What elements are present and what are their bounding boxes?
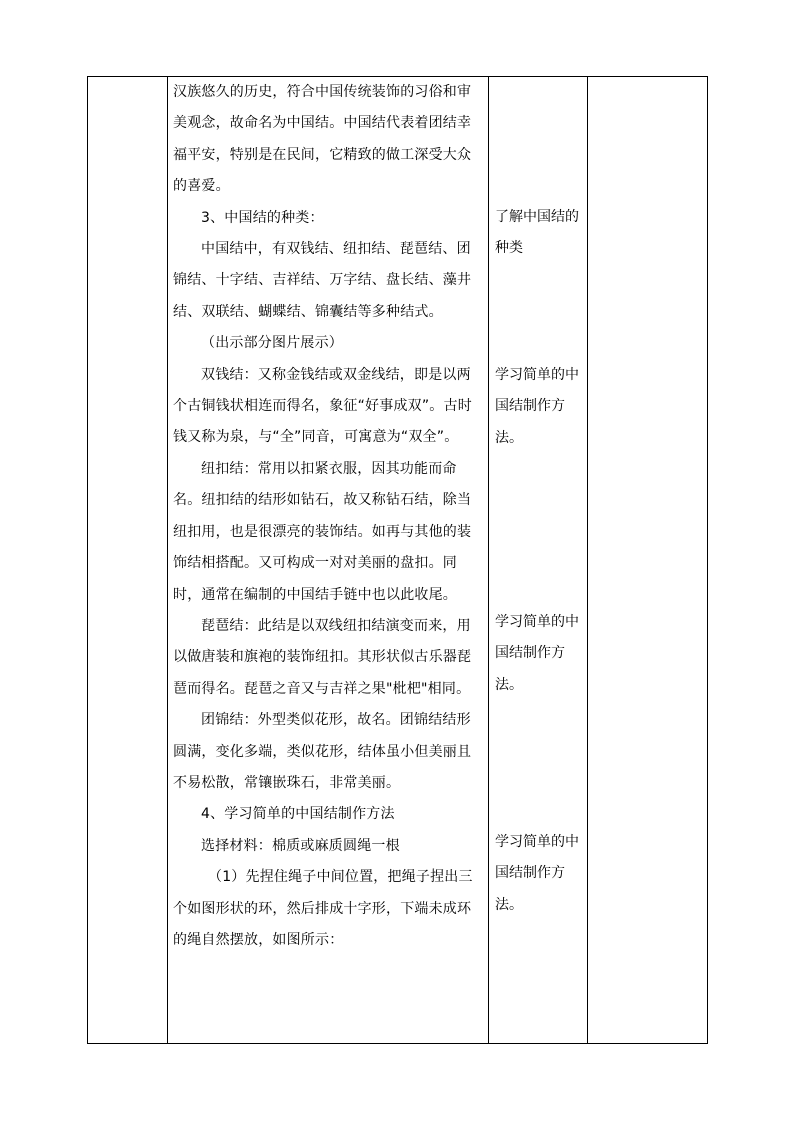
design-purpose [489, 77, 587, 1043]
purpose-note: 了解中国结的种类 [495, 209, 579, 257]
content-paragraph: 中国结中，有双钱结、纽扣结、琵琶结、团锦结、十字结、吉祥结、万字结、盘长结、藻井结、双联结、蝴蝶结、锦囊结等多种结式。 [173, 241, 472, 320]
lesson-plan-table [87, 76, 708, 1044]
teaching-content [168, 77, 488, 956]
content-paragraph: 双钱结：又称金钱结或双金线结，即是以两个古铜钱状相连而得名，象征“好事成双”。古时钱又称为泉，与“全”同音，可寓意为“双全”。 [173, 366, 472, 446]
content-paragraph: （1）先捏住绳子中间位置，把绳子捏出三个如图形状的环，然后排成十字形，下端未成环的绳自然摆放，如图所示： [173, 869, 473, 948]
design-purpose-cell [489, 77, 588, 1044]
content-paragraph: 选择材料：棉质或麻质圆绳一根 [201, 837, 400, 854]
blank-column-cell [588, 77, 708, 1044]
purpose-note: 学习简单的中国结制作方法。 [495, 614, 579, 693]
section-heading-method: 4、学习简单的中国结制作方法 [201, 806, 395, 823]
table-row [88, 77, 708, 1044]
section-heading-types: 3、中国结的种类： [201, 209, 324, 226]
content-paragraph: 汉族悠久的历史，符合中国传统装饰的习俗和审美观念，故命名为中国结。中国结代表着团结幸福平安，特别是在民间，它精致的做工深受大众的喜爱。 [173, 84, 472, 195]
content-paragraph: 琵琶结：此结是以双线纽扣结演变而来，用以做唐装和旗袍的装饰纽扣。其形状似古乐器琵琶而得名。琵琶之音又与吉祥之果"枇杷"相同。 [173, 617, 472, 697]
teaching-content-cell [168, 77, 489, 1044]
blank-column-cell [88, 77, 168, 1044]
content-paragraph: 团锦结：外型类似花形，故名。团锦结结形圆满，变化多端，类似花形，结体虽小但美丽且不易松散，常镶嵌珠石，非常美丽。 [173, 712, 472, 791]
purpose-note: 学习简单的中国结制作方法。 [495, 367, 579, 446]
content-paragraph: 纽扣结：常用以扣紧衣服，因其功能而命名。纽扣结的结形如钻石，故又称钻石结，除当纽扣用，也是很漂亮的装饰结。如再与其他的装饰结相搭配。又可构成一对对美丽的盘扣。同时，通常在编制的中国结手链中也以此收尾。 [173, 460, 472, 603]
content-note: （出示部分图片展示） [201, 335, 343, 352]
purpose-note: 学习简单的中国结制作方法。 [495, 834, 579, 913]
